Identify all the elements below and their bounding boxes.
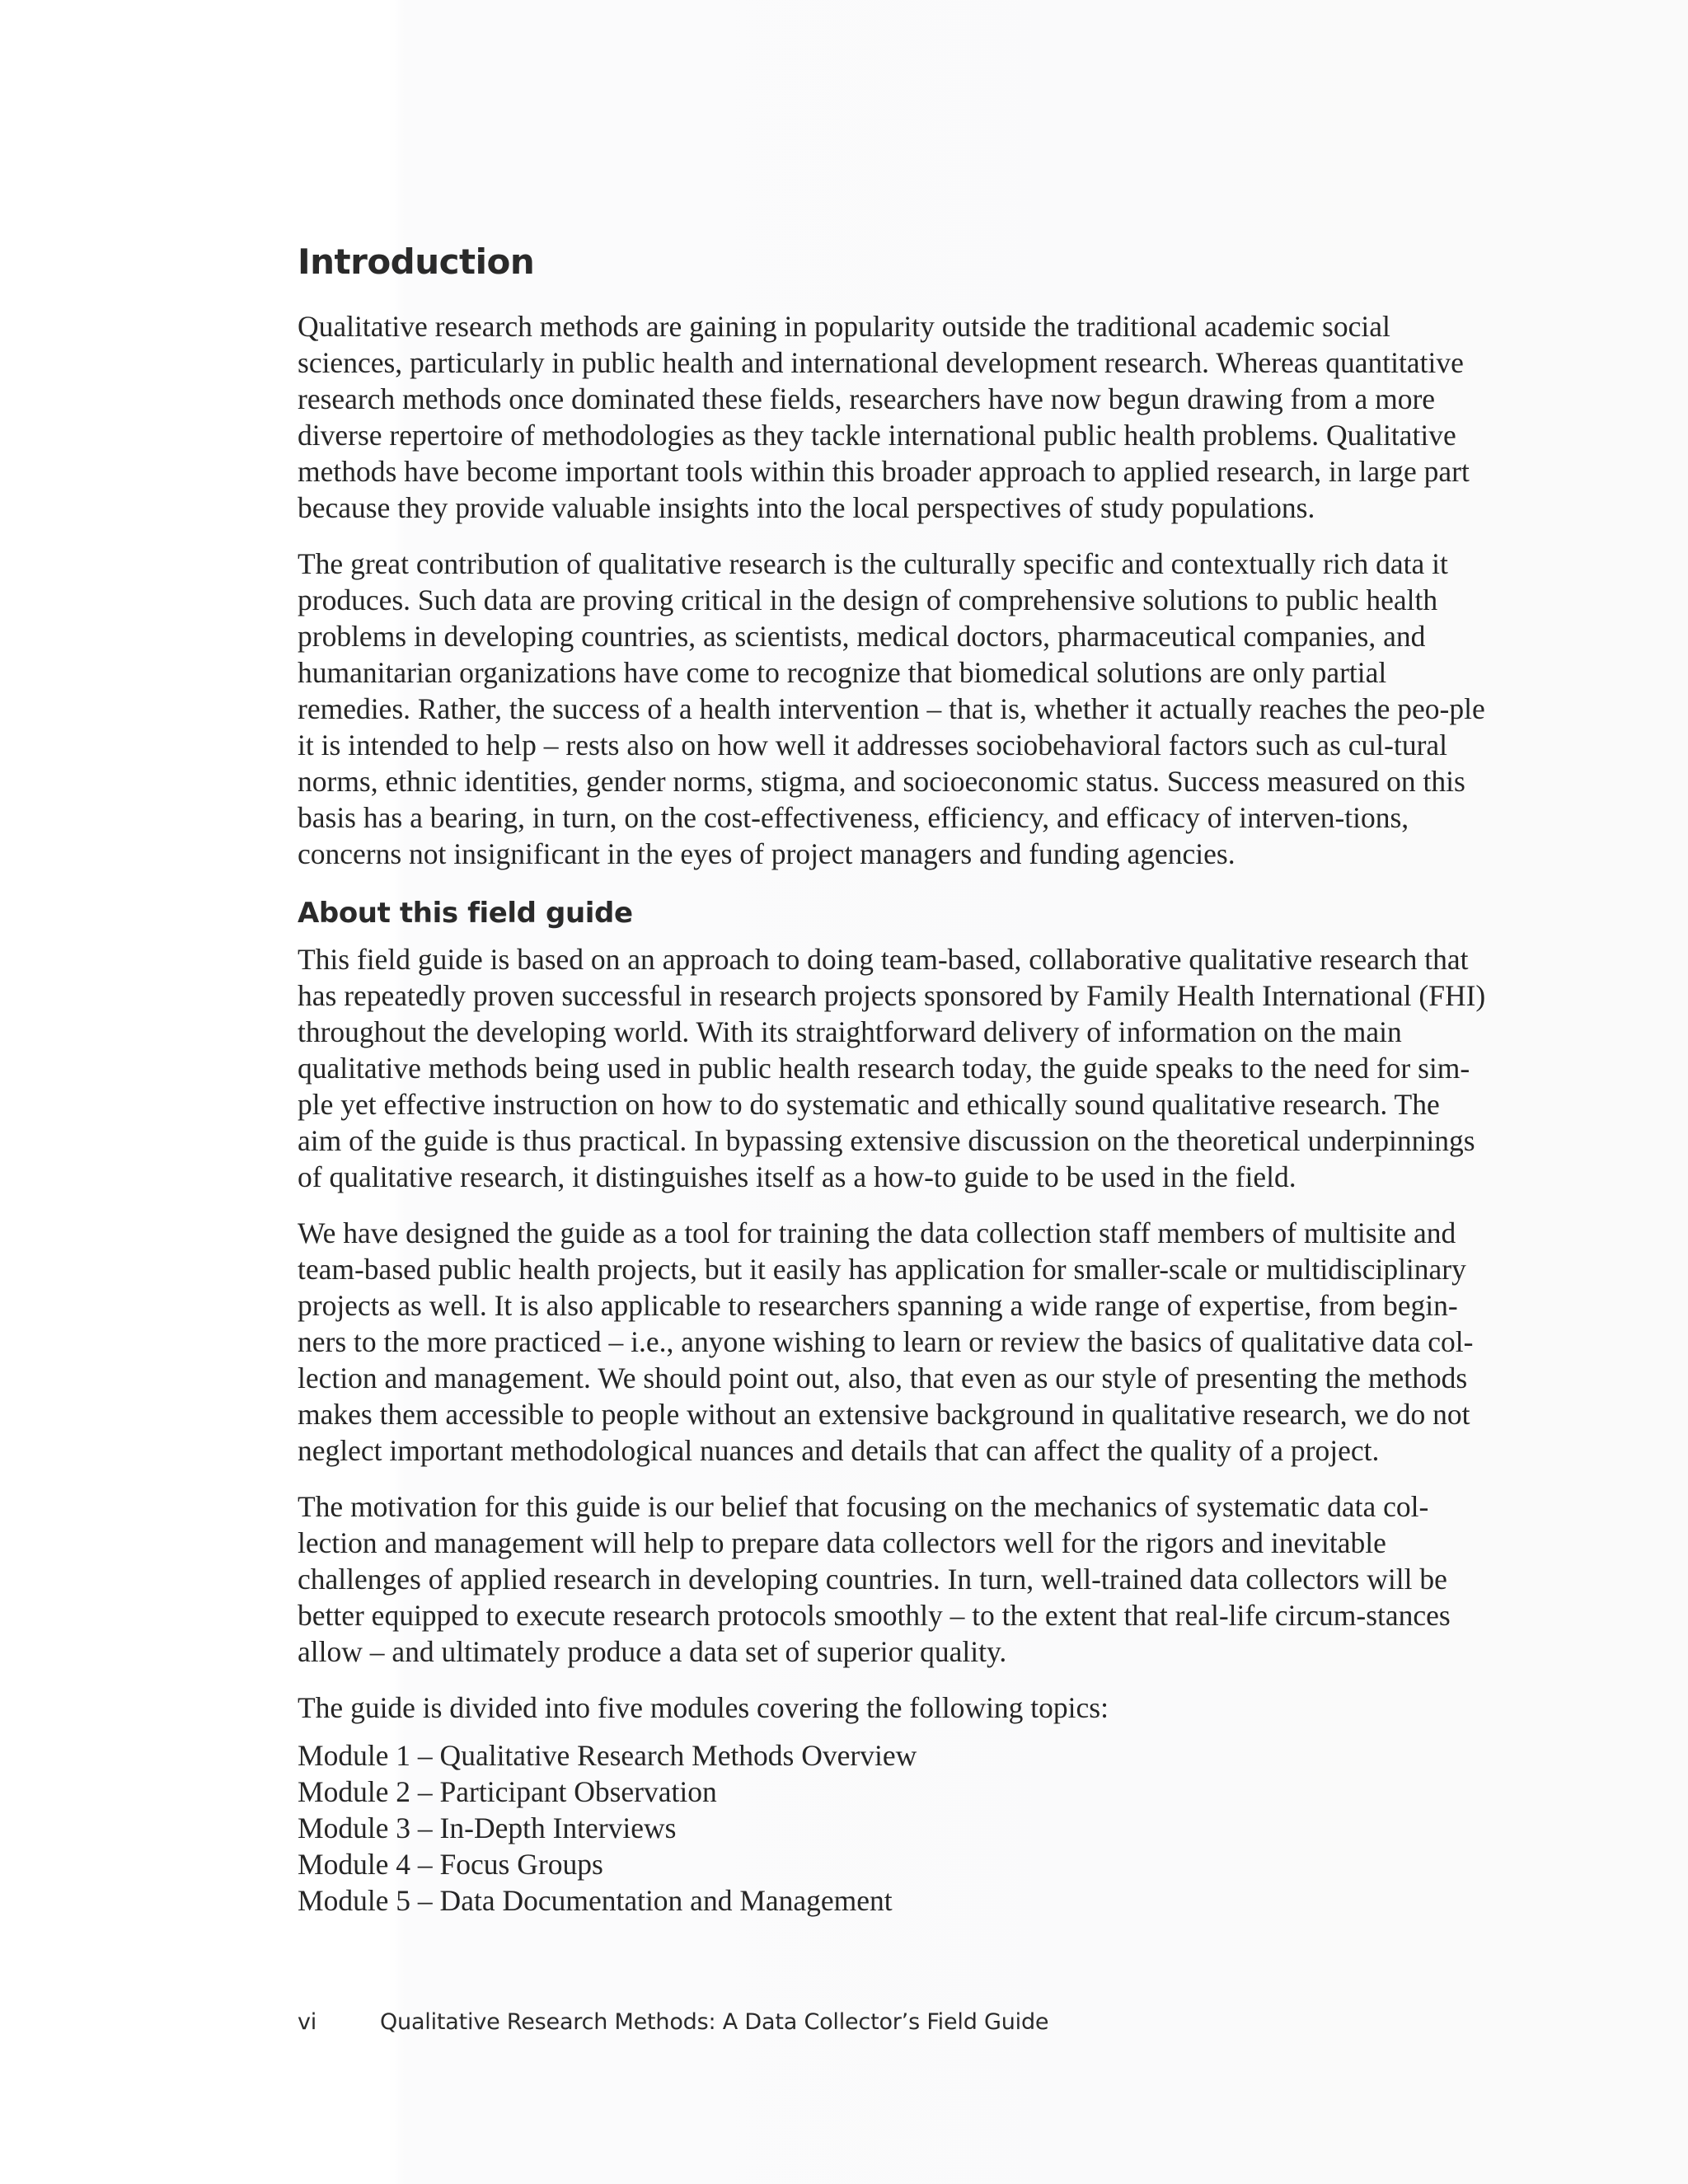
running-title: Qualitative Research Methods: A Data Collector’s Field Guide	[380, 2009, 1049, 2035]
page-number: vi	[298, 2009, 317, 2035]
module-item: Module 3 – In-Depth Interviews	[298, 1811, 677, 1844]
guide-paragraph-1: This field guide is based on an approach to doing team-based, collaborative qualitative research that has repeatedly proven successful in research projects sponsored by Family Health International (FHI) throughout the developing world. With its straightforward delivery of information on the main qualitative methods being used in public health research today, the guide speaks to the need for sim-ple yet effective instruction on how to do systematic and ethically sound qualitative research. The aim of the guide is thus practical. In bypassing extensive discussion on the theoretical underpinnings of qualitative research, it distinguishes itself as a how-to guide to be used in the field.	[298, 943, 1486, 1193]
page-content	[298, 239, 1489, 1919]
page-footer	[298, 2009, 1048, 2035]
module-item: Module 2 – Participant Observation	[298, 1775, 717, 1808]
module-item: Module 4 – Focus Groups	[298, 1848, 603, 1881]
module-item: Module 5 – Data Documentation and Management	[298, 1884, 893, 1917]
guide-paragraph-4: The guide is divided into five modules covering the following topics:	[298, 1691, 1109, 1724]
module-list	[298, 1737, 1489, 1919]
module-item: Module 1 – Qualitative Research Methods Overview	[298, 1739, 917, 1772]
section-heading: About this field guide	[298, 897, 633, 930]
page-title: Introduction	[298, 241, 535, 282]
intro-paragraph-1: Qualitative research methods are gaining in popularity outside the traditional academic social sciences, particularly in public health and international development research. Whereas quantitative research methods once dominated these fields, researchers have now begun drawing from a more diverse repertoire of methodologies as they tackle international public health problems. Qualitative methods have become important tools within this broader approach to applied research, in large part because they provide valuable insights into the local perspectives of study populations.	[298, 310, 1470, 524]
intro-paragraph-2: The great contribution of qualitative research is the culturally specific and contextually rich data it produces. Such data are proving critical in the design of comprehensive solutions to public health problems in developing countries, as scientists, medical doctors, pharmaceutical companies, and humanitarian organizations have come to recognize that biomedical solutions are only partial remedies. Rather, the success of a health intervention – that is, whether it actually reaches the peo-ple it is intended to help – rests also on how well it addresses sociobehavioral factors such as cul-tural norms, ethnic identities, gender norms, stigma, and socioeconomic status. Success measured on this basis has a bearing, in turn, on the cost-effectiveness, efficiency, and efficacy of interven-tions, concerns not insignificant in the eyes of project managers and funding agencies.	[298, 547, 1485, 870]
guide-paragraph-3: The motivation for this guide is our belief that focusing on the mechanics of systematic data col-lection and management will help to prepare data collectors well for the rigors and inevitable challenges of applied research in developing countries. In turn, well-trained data collectors will be better equipped to execute research protocols smoothly – to the extent that real-life circum-stances allow – and ultimately produce a data set of superior quality.	[298, 1490, 1451, 1668]
guide-paragraph-2: We have designed the guide as a tool for training the data collection staff members of multisite and team-based public health projects, but it easily has application for smaller-scale or multidisciplinary projects as well. It is also applicable to researchers spanning a wide range of expertise, from begin-ners to the more practiced – i.e., anyone wishing to learn or review the basics of qualitative data col-lection and management. We should point out, also, that even as our style of presenting the methods makes them accessible to people without an extensive background in qualitative research, we do not neglect important methodological nuances and details that can affect the quality of a project.	[298, 1216, 1474, 1467]
